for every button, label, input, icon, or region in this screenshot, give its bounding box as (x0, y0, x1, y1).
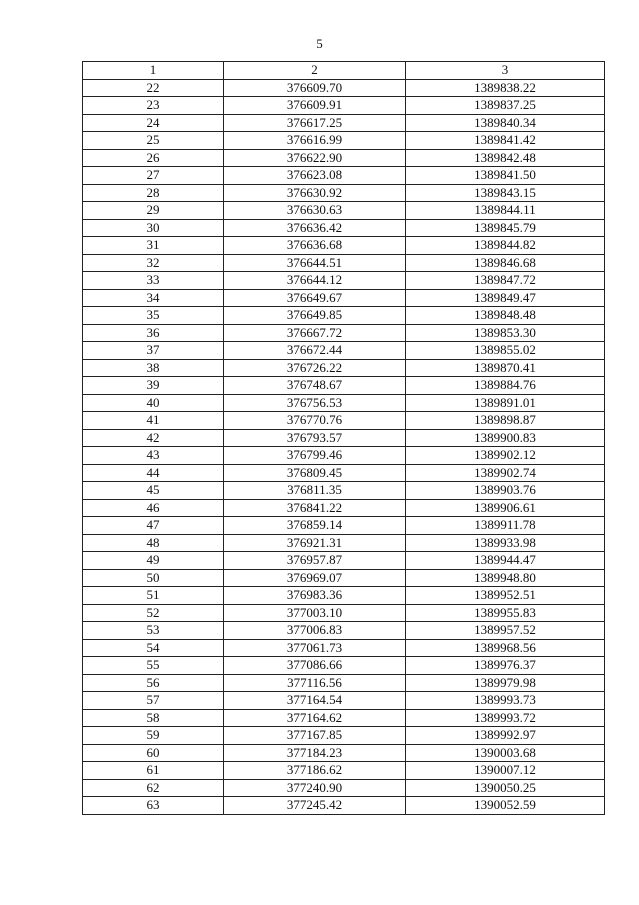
table-body (83, 79, 605, 814)
column-header-1: 1 (83, 62, 224, 80)
x-coordinate-cell: 376649.67 (224, 289, 406, 307)
y-coordinate-cell: 1389847.72 (406, 272, 605, 290)
x-coordinate-cell: 376859.14 (224, 517, 406, 535)
y-coordinate-cell: 1390003.68 (406, 744, 605, 762)
y-coordinate-cell: 1389993.73 (406, 692, 605, 710)
y-coordinate-cell: 1389837.25 (406, 97, 605, 115)
point-number-cell: 23 (83, 97, 224, 115)
point-number-cell: 25 (83, 132, 224, 150)
y-coordinate-cell: 1389902.12 (406, 447, 605, 465)
x-coordinate-cell: 376756.53 (224, 394, 406, 412)
table-row (83, 447, 605, 465)
y-coordinate-cell: 1389845.79 (406, 219, 605, 237)
point-number-cell: 50 (83, 569, 224, 587)
x-coordinate-cell: 376622.90 (224, 149, 406, 167)
x-coordinate-cell: 377245.42 (224, 797, 406, 815)
y-coordinate-cell: 1389846.68 (406, 254, 605, 272)
table-row (83, 114, 605, 132)
x-coordinate-cell: 376609.70 (224, 79, 406, 97)
point-number-cell: 36 (83, 324, 224, 342)
y-coordinate-cell: 1389944.47 (406, 552, 605, 570)
table-row (83, 622, 605, 640)
page-number: 5 (316, 36, 323, 51)
table-row (83, 727, 605, 745)
x-coordinate-cell: 376644.12 (224, 272, 406, 290)
y-coordinate-cell: 1389841.50 (406, 167, 605, 185)
x-coordinate-cell: 377184.23 (224, 744, 406, 762)
point-number-cell: 31 (83, 237, 224, 255)
y-coordinate-cell: 1389957.52 (406, 622, 605, 640)
y-coordinate-cell: 1389933.98 (406, 534, 605, 552)
x-coordinate-cell: 377006.83 (224, 622, 406, 640)
coordinates-table (82, 61, 605, 815)
x-coordinate-cell: 376969.07 (224, 569, 406, 587)
x-coordinate-cell: 376623.08 (224, 167, 406, 185)
x-coordinate-cell: 376957.87 (224, 552, 406, 570)
point-number-cell: 53 (83, 622, 224, 640)
table-row (83, 307, 605, 325)
point-number-cell: 22 (83, 79, 224, 97)
point-number-cell: 52 (83, 604, 224, 622)
x-coordinate-cell: 377240.90 (224, 779, 406, 797)
table-row (83, 534, 605, 552)
y-coordinate-cell: 1389952.51 (406, 587, 605, 605)
y-coordinate-cell: 1389955.83 (406, 604, 605, 622)
x-coordinate-cell: 376609.91 (224, 97, 406, 115)
x-coordinate-cell: 376672.44 (224, 342, 406, 360)
x-coordinate-cell: 376667.72 (224, 324, 406, 342)
x-coordinate-cell: 376770.76 (224, 412, 406, 430)
y-coordinate-cell: 1389976.37 (406, 657, 605, 675)
table-row (83, 359, 605, 377)
point-number-cell: 58 (83, 709, 224, 727)
table-row (83, 639, 605, 657)
y-coordinate-cell: 1389884.76 (406, 377, 605, 395)
table-header-row (83, 62, 605, 80)
x-coordinate-cell: 376983.36 (224, 587, 406, 605)
x-coordinate-cell: 376636.42 (224, 219, 406, 237)
table-row (83, 394, 605, 412)
point-number-cell: 56 (83, 674, 224, 692)
table-row (83, 569, 605, 587)
x-coordinate-cell: 377061.73 (224, 639, 406, 657)
point-number-cell: 40 (83, 394, 224, 412)
x-coordinate-cell: 376726.22 (224, 359, 406, 377)
point-number-cell: 30 (83, 219, 224, 237)
y-coordinate-cell: 1390007.12 (406, 762, 605, 780)
table-row (83, 744, 605, 762)
table-row (83, 219, 605, 237)
table-row (83, 342, 605, 360)
y-coordinate-cell: 1389843.15 (406, 184, 605, 202)
point-number-cell: 63 (83, 797, 224, 815)
x-coordinate-cell: 376630.63 (224, 202, 406, 220)
table-row (83, 552, 605, 570)
table-row (83, 237, 605, 255)
table-row (83, 79, 605, 97)
x-coordinate-cell: 376811.35 (224, 482, 406, 500)
point-number-cell: 51 (83, 587, 224, 605)
point-number-cell: 41 (83, 412, 224, 430)
y-coordinate-cell: 1389844.82 (406, 237, 605, 255)
y-coordinate-cell: 1389891.01 (406, 394, 605, 412)
table-row (83, 202, 605, 220)
y-coordinate-cell: 1390052.59 (406, 797, 605, 815)
table-row (83, 254, 605, 272)
table-row (83, 499, 605, 517)
column-header-2: 2 (224, 62, 406, 80)
y-coordinate-cell: 1389853.30 (406, 324, 605, 342)
y-coordinate-cell: 1389848.48 (406, 307, 605, 325)
point-number-cell: 29 (83, 202, 224, 220)
table-row (83, 587, 605, 605)
x-coordinate-cell: 377186.62 (224, 762, 406, 780)
y-coordinate-cell: 1390050.25 (406, 779, 605, 797)
table-row (83, 709, 605, 727)
point-number-cell: 37 (83, 342, 224, 360)
point-number-cell: 33 (83, 272, 224, 290)
table-row (83, 657, 605, 675)
y-coordinate-cell: 1389898.87 (406, 412, 605, 430)
point-number-cell: 43 (83, 447, 224, 465)
x-coordinate-cell: 376617.25 (224, 114, 406, 132)
point-number-cell: 45 (83, 482, 224, 500)
x-coordinate-cell: 377086.66 (224, 657, 406, 675)
point-number-cell: 46 (83, 499, 224, 517)
point-number-cell: 32 (83, 254, 224, 272)
table-row (83, 324, 605, 342)
x-coordinate-cell: 376793.57 (224, 429, 406, 447)
table-row (83, 464, 605, 482)
table-row (83, 132, 605, 150)
x-coordinate-cell: 377003.10 (224, 604, 406, 622)
y-coordinate-cell: 1389842.48 (406, 149, 605, 167)
column-header-3: 3 (406, 62, 605, 80)
table-row (83, 377, 605, 395)
x-coordinate-cell: 376921.31 (224, 534, 406, 552)
point-number-cell: 44 (83, 464, 224, 482)
x-coordinate-cell: 376636.68 (224, 237, 406, 255)
x-coordinate-cell: 377164.62 (224, 709, 406, 727)
y-coordinate-cell: 1389906.61 (406, 499, 605, 517)
table-row (83, 482, 605, 500)
x-coordinate-cell: 376616.99 (224, 132, 406, 150)
x-coordinate-cell: 376630.92 (224, 184, 406, 202)
table-row (83, 604, 605, 622)
point-number-cell: 49 (83, 552, 224, 570)
point-number-cell: 47 (83, 517, 224, 535)
point-number-cell: 59 (83, 727, 224, 745)
table-row (83, 167, 605, 185)
table-row (83, 797, 605, 815)
table-row (83, 272, 605, 290)
point-number-cell: 60 (83, 744, 224, 762)
point-number-cell: 48 (83, 534, 224, 552)
table-row (83, 97, 605, 115)
y-coordinate-cell: 1389948.80 (406, 569, 605, 587)
table-row (83, 429, 605, 447)
point-number-cell: 61 (83, 762, 224, 780)
y-coordinate-cell: 1389903.76 (406, 482, 605, 500)
point-number-cell: 57 (83, 692, 224, 710)
y-coordinate-cell: 1389844.11 (406, 202, 605, 220)
point-number-cell: 26 (83, 149, 224, 167)
y-coordinate-cell: 1389870.41 (406, 359, 605, 377)
point-number-cell: 42 (83, 429, 224, 447)
point-number-cell: 39 (83, 377, 224, 395)
y-coordinate-cell: 1389840.34 (406, 114, 605, 132)
y-coordinate-cell: 1389979.98 (406, 674, 605, 692)
y-coordinate-cell: 1389900.83 (406, 429, 605, 447)
table-row (83, 184, 605, 202)
y-coordinate-cell: 1389993.72 (406, 709, 605, 727)
y-coordinate-cell: 1389838.22 (406, 79, 605, 97)
point-number-cell: 34 (83, 289, 224, 307)
x-coordinate-cell: 376748.67 (224, 377, 406, 395)
point-number-cell: 28 (83, 184, 224, 202)
point-number-cell: 38 (83, 359, 224, 377)
table-row (83, 517, 605, 535)
point-number-cell: 27 (83, 167, 224, 185)
point-number-cell: 24 (83, 114, 224, 132)
point-number-cell: 54 (83, 639, 224, 657)
x-coordinate-cell: 377167.85 (224, 727, 406, 745)
table-row (83, 692, 605, 710)
x-coordinate-cell: 376649.85 (224, 307, 406, 325)
point-number-cell: 55 (83, 657, 224, 675)
point-number-cell: 62 (83, 779, 224, 797)
x-coordinate-cell: 377116.56 (224, 674, 406, 692)
point-number-cell: 35 (83, 307, 224, 325)
table-row (83, 762, 605, 780)
y-coordinate-cell: 1389849.47 (406, 289, 605, 307)
y-coordinate-cell: 1389992.97 (406, 727, 605, 745)
table-row (83, 779, 605, 797)
y-coordinate-cell: 1389841.42 (406, 132, 605, 150)
y-coordinate-cell: 1389968.56 (406, 639, 605, 657)
x-coordinate-cell: 376644.51 (224, 254, 406, 272)
x-coordinate-cell: 377164.54 (224, 692, 406, 710)
x-coordinate-cell: 376799.46 (224, 447, 406, 465)
x-coordinate-cell: 376809.45 (224, 464, 406, 482)
table-row (83, 149, 605, 167)
y-coordinate-cell: 1389902.74 (406, 464, 605, 482)
table-row (83, 412, 605, 430)
table-row (83, 289, 605, 307)
table-row (83, 674, 605, 692)
y-coordinate-cell: 1389855.02 (406, 342, 605, 360)
y-coordinate-cell: 1389911.78 (406, 517, 605, 535)
x-coordinate-cell: 376841.22 (224, 499, 406, 517)
